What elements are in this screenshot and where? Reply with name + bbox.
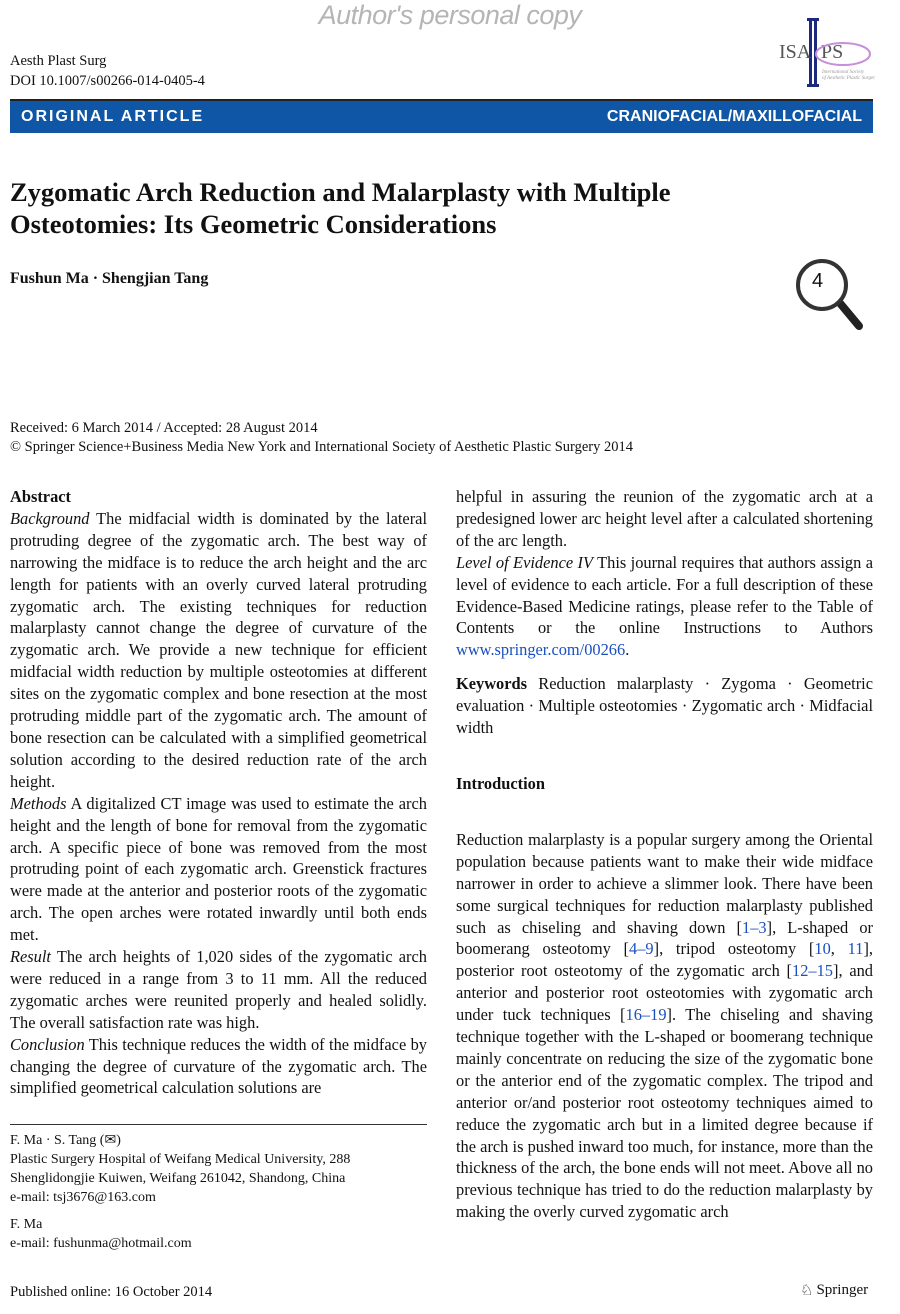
publisher-name: Springer [816,1282,869,1298]
svg-text:PS: PS [821,41,844,63]
paragraph [456,552,873,662]
link[interactable]: 16–19 [625,1005,667,1025]
watermark: Author's personal copy [318,0,582,30]
text-run: Reduction malarplasty · Zygoma · Geometric evaluation · Multiple osteotomies · Zygomatic arch · Midfacial width [456,674,873,738]
run-label: Result [10,947,51,967]
abstract-left [10,508,427,1099]
journal-name: Aesth Plast Surg [10,53,107,69]
copyright: © Springer Science+Business Media New York and International Society of Aesthetic Plastic Surgery 2014 [10,439,633,455]
abstract-right [456,486,873,661]
evidence-magnifier-icon [795,258,867,332]
run-label: Methods [10,793,67,813]
paragraph [10,946,427,1034]
introduction-body [456,829,873,1223]
authors: Fushun Ma · Shengjian Tang [10,270,209,287]
received-accepted: Received: 6 March 2014 / Accepted: 28 August 2014 [10,420,318,436]
paragraph [10,793,427,946]
footnote-line: F. Ma · S. Tang (✉) [10,1133,121,1148]
doi: DOI 10.1007/s00266-014-0405-4 [10,73,205,89]
text-run: ], and anterior and posterior root osteotomies with zygomatic arch under tuck techniques [ [456,961,873,1025]
link[interactable]: www.springer.com/00266 [456,640,626,660]
text-run: A digitalized CT image was used to estimate the arch height and the length of bone for removal from the zygomatic arch. A specific piece of bone was removed from the most protruding point of each zygomatic arch. Greenstick fractures were made at the anterior and posterior roots of the zygomatic arch. The open arches were rotated inwardly until both ends met. [10,793,427,945]
text-run: The arch heights of 1,020 sides of the zygomatic arch were reduced in a range from 3 to 11 mm. All the reduced zygomatic arches were reunited properly and healed solidly. The overall satisfaction rate was high. [10,947,427,1032]
footnote-line: Shenglidongjie Kuiwen, Weifang 261042, Shandong, China [10,1171,346,1186]
run-label: Level of Evidence IV [456,552,593,572]
link[interactable]: 10 [814,939,831,959]
run-label: Conclusion [10,1034,85,1054]
run-label: Background [10,508,90,528]
text-run: ]. The chiseling and shaving technique together with the L-shaped or boomerang technique mainly concentrate on reducing the size of the zygomatic bone or the anterior end of the zygomatic complex. The tripod and anterior or/and posterior root osteotomy techniques aimed to reduce the zygomatic arch but in a limited degree because if the arch is pushed inward too much, for instance, more than the thickness of the arch, the bone ends will not meet. Above all no previous technique has tried to do the reduction malarplasty by making the overly curved zygomatic arch [456,1005,873,1222]
article-section: CRANIOFACIAL/MAXILLOFACIAL [606,108,862,125]
text-run: , [830,939,848,959]
footnote-line: F. Ma [10,1217,43,1232]
left-column [10,486,427,1099]
text-run: helpful in assuring the reunion of the zygomatic arch at a predesigned lower arc height level after a calculated shortening of the arc length. [456,487,873,550]
introduction-heading: Introduction [456,773,545,793]
footnote-line: e-mail: fushunma@hotmail.com [10,1236,192,1251]
link[interactable]: 1–3 [742,917,767,937]
evidence-level-badge: 4 [812,270,824,292]
link[interactable]: 11 [847,939,864,959]
abstract-heading: Abstract [10,487,71,506]
paragraph [456,486,873,552]
paragraph [10,508,427,793]
text-run: The midfacial width is dominated by the lateral protruding degree of the zygomatic arch. The best way of narrowing the midface is to reduce the arch height and the arc length for patients with an overly curved lateral protruding zygomatic arch. The existing techniques for reduction malarplasty cannot change the degree of curvature of the zygomatic arch. We provide a new technique for efficient midfacial width reduction by multiple osteotomies at different sites on the zygomatic complex and bone resection at the most protruding middle part of the zygomatic arch. The amount of bone resection can be calculated with a simplified geometrical solution according to the desired reduction rate of the arch height. [10,508,427,791]
text-run: ], tripod osteotomy [ [653,939,815,959]
article-type: ORIGINAL ARTICLE [21,108,205,125]
text-run: . [625,640,630,660]
keywords [456,673,873,739]
right-column [456,486,873,1223]
author-footnote [10,1124,427,1253]
link[interactable]: 4–9 [629,939,654,959]
isaps-logo [775,18,875,90]
text-run: Reduction malarplasty is a popular surgery among the Oriental population because patients want to make their wide midface narrower in order to achieve a slimmer look. There have been some surgical techniques for reduction malarplasty published such as chiseling and shaving down [ [456,829,873,937]
svg-text:International Society: International Society [822,70,865,75]
run-label: Keywords [456,674,528,694]
published-date: Published online: 16 October 2014 [10,1284,213,1300]
footnote-line: e-mail: tsj3676@163.com [10,1190,156,1205]
springer-logo [800,1281,868,1300]
footnote-line: Plastic Surgery Hospital of Weifang Medical University, 288 [10,1152,351,1167]
text-run: This technique reduces the width of the midface by changing the degree of curvature of the zygomatic arch. The simplified geometrical calculation solutions are [10,1034,427,1098]
link[interactable]: 12–15 [792,961,833,981]
paragraph [10,1034,427,1100]
article-banner [10,99,873,133]
svg-text:ISA: ISA [779,41,812,63]
springer-horse-icon: ♘ [800,1283,814,1299]
text-run: This journal requires that authors assign a level of evidence to each article. For a full description of these Evidence-Based Medicine ratings, please refer to the Table of Contents or the online Instructions to Authors [456,552,873,638]
svg-text:of Aesthetic Plastic Surgery: of Aesthetic Plastic Surgery [822,76,875,81]
text-run: ], L-shaped or boomerang osteotomy [ [456,917,874,959]
paper-title: Zygomatic Arch Reduction and Malarplasty with Multiple Osteotomies: Its Geometric Considerations [10,177,671,239]
text-run: ], posterior root osteotomy of the zygomatic arch [ [456,939,873,981]
